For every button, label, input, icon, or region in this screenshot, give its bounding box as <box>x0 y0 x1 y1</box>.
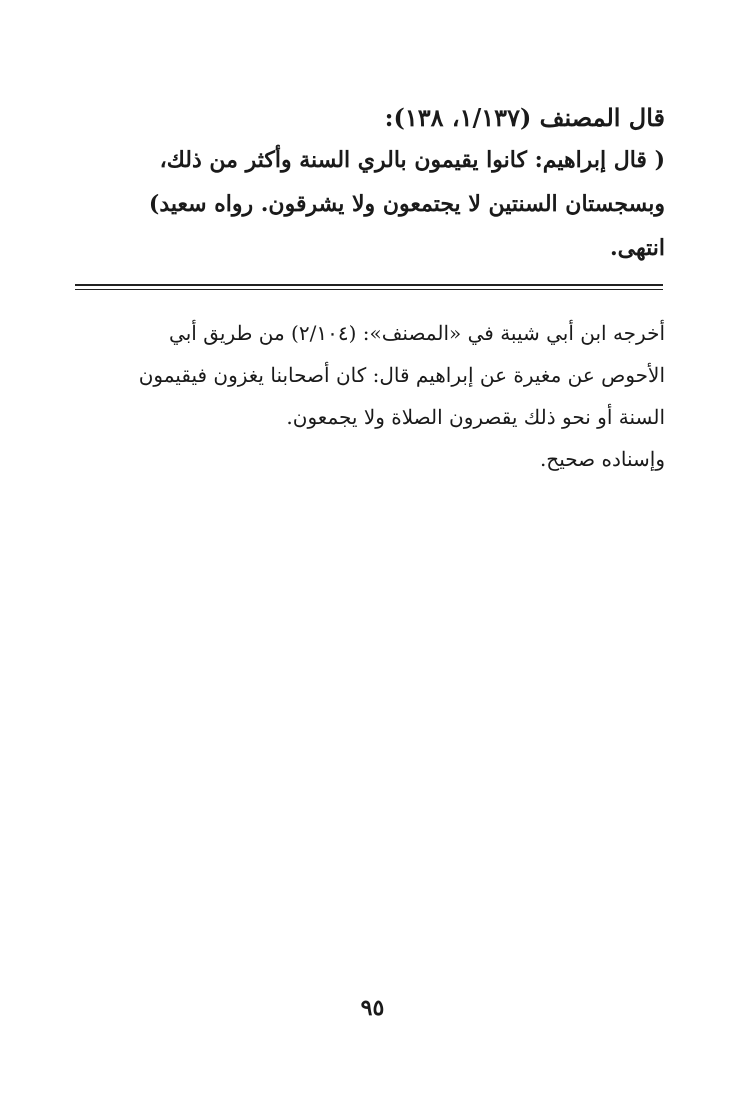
page-number: ٩٥ <box>360 995 385 1021</box>
footnote-text <box>65 312 665 480</box>
quote-line-2: وبسجستان السنتين لا يجتمعون ولا يشرقون. رواه سعيد) <box>148 191 665 217</box>
main-text <box>65 98 665 270</box>
footnote-line-3: السنة أو نحو ذلك يقصرون الصلاة ولا يجمعون. <box>286 405 665 429</box>
quote-line-1: ( قال إبراهيم: كانوا يقيمون بالري السنة وأكثر من ذلك، <box>159 147 665 173</box>
footnote-line-4: وإسناده صحيح. <box>539 447 665 471</box>
footnote-line-1: أخرجه ابن أبي شيبة في «المصنف»: (٢/١٠٤) من طريق أبي <box>169 321 665 345</box>
section-heading: قال المصنف (١/١٣٧، ١٣٨): <box>384 103 665 132</box>
quote-line-3: انتهى. <box>609 235 665 261</box>
footnote-divider <box>75 284 663 290</box>
footnote-line-2: الأحوص عن مغيرة عن إبراهيم قال: كان أصحابنا يغزون فيقيمون <box>138 363 665 387</box>
